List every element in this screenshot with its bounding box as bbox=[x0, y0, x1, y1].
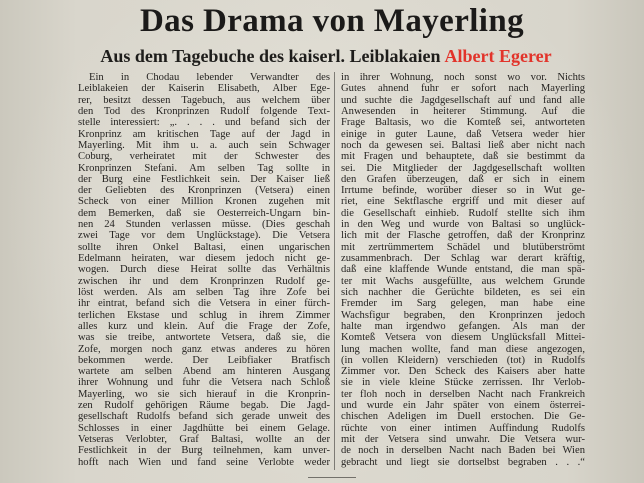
text-line: mit der Vetsera sind unwahr. Die Vetsera wur- bbox=[341, 434, 585, 445]
text-line: der Geliebten des Kronprinzen (Vetsera) einen bbox=[78, 185, 330, 197]
text-line: löst werden. Als am selben Tag ihre Zofe bei bbox=[78, 286, 330, 298]
text-line: die Gesellschaft einhieb. Rudolf stellte sich ihm bbox=[341, 207, 585, 219]
text-line: (in vollen Kleidern) verschieden (tot) in Rudolfs bbox=[341, 354, 585, 366]
bottom-rule bbox=[308, 477, 356, 478]
text-line: Anwesenden in heiterer Stimmung. Auf die bbox=[341, 105, 585, 117]
text-line: zwei Tage vor dem Unglückstage). Die Vetsera bbox=[78, 230, 330, 242]
text-line: noch da gewesen sei. Baltasi ließ aber nicht nach bbox=[341, 139, 585, 151]
text-line: Irrtume befinde, worüber dieser so in Wut ge- bbox=[341, 185, 585, 197]
article-subtitle bbox=[8, 44, 644, 68]
text-line: riet, eine Sektflasche ergriff und mit dieser auf bbox=[341, 196, 585, 208]
text-line: sich nachher die Gerüchte bildeten, es sei ein bbox=[341, 286, 585, 298]
text-line: de noch in derselben Nacht nach Baden bei Wien bbox=[341, 445, 585, 457]
subtitle-text: Aus dem Tagebuche des kaiserl. Leiblakaien bbox=[100, 46, 441, 66]
text-line: rüchte von einer intimen Auffindung Rudolfs bbox=[341, 422, 585, 434]
text-line: ter floh noch in derselben Nacht nach Frankreich bbox=[341, 388, 585, 400]
text-line: den Grafen überzeugen, daß er sich in einem bbox=[341, 173, 585, 185]
text-line: ter mit Wachs ausgefüllte, aus welchem Grunde bbox=[341, 275, 585, 287]
text-line: der Burg eine Festlichkeit sein. Der Kaiser ließ bbox=[78, 173, 330, 185]
text-line: Festlichkeit in der Burg teilnehmen, kam unver- bbox=[78, 445, 330, 457]
text-line: Frage Baltasis, wo die Komteß sei, antworteten bbox=[341, 117, 585, 129]
text-line: mit zertrümmertem Schädel und blutüberströmt bbox=[341, 241, 585, 253]
text-line: Ein in Chodau lebender Verwandter des bbox=[89, 72, 330, 83]
text-line: nen 24 Stunden verlassen müsse. (Dies geschah bbox=[78, 219, 330, 231]
text-line: in ihrer Wohnung, noch sonst wo vor. Nichts bbox=[341, 72, 585, 83]
text-line: gesellschaft Rudolfs befand sich gerade unweit des bbox=[78, 411, 330, 423]
text-line: sollte ihren Onkel Baltasi, einen ungarischen bbox=[78, 241, 330, 253]
text-line: und suchte die Jagdgesellschaft auf und fand alle bbox=[341, 94, 585, 106]
text-line: stelle interessiert: „. . . . und befand sich der bbox=[78, 117, 330, 129]
article-title: Das Drama von Mayerling bbox=[139, 3, 525, 39]
text-line: ihr eintrat, befand sich die Vetsera in einer fürch- bbox=[78, 298, 330, 310]
text-line: Coburg, verheiratet mit der Schwester des bbox=[78, 151, 330, 163]
text-line: einige in guter Laune, daß Vetsera weder hier bbox=[341, 128, 585, 140]
text-column-right bbox=[341, 72, 585, 468]
text-line: und wurde ein Jahr später von einem österrei- bbox=[341, 400, 585, 412]
text-line: Leiblakeien der Kaiserin Elisabeth, Alber Ege- bbox=[78, 83, 330, 95]
text-line: bekommen werde. Der Leibfiaker Bratfisch bbox=[78, 354, 330, 366]
text-line: zen Rudolf gehörigen Räume begab. Die Jagd- bbox=[78, 400, 330, 412]
text-line: Fremder im Sarg gelegen, man habe eine bbox=[341, 298, 585, 310]
text-line: sie in viele kleine Stücke zerrissen. Ihr Verlob- bbox=[341, 377, 585, 389]
text-line: dem Bemerken, daß sie Oesterreich-Ungarn bin- bbox=[78, 207, 330, 219]
text-line: Zimmer vor. Den Scheck des Kaisers aber hatte bbox=[341, 366, 585, 378]
text-line: in den Weg und wurde von Baltasi so unglück- bbox=[341, 219, 585, 231]
text-line: ihrer Wohnung und fuhr die Vetsera nach Schloß bbox=[78, 377, 330, 389]
text-line: wogen. Durch diese Heirat sollte das Verhältnis bbox=[78, 264, 330, 276]
text-line: Edelmann heiraten, war diesem jedoch nicht ge- bbox=[78, 253, 330, 264]
text-line: Kronprinzen Stefani. Am selben Tag sollte in bbox=[78, 162, 330, 174]
text-line: zusammenbrach. Der Schlag war derart kräftig, bbox=[341, 253, 585, 264]
text-line: Zofe, morgen noch ganz etwas anderes zu hören bbox=[78, 343, 330, 355]
text-line: hofft nach Wien und fand seine Verlobte weder bbox=[78, 456, 330, 468]
text-line: was sie treibe, antwortete Vetsera, daß sie, die bbox=[78, 332, 330, 344]
author-name-highlight: Albert Egerer bbox=[444, 46, 552, 66]
text-line: Komteß Vetsera von diesem Unglücksfall Mittei- bbox=[341, 332, 585, 344]
text-line: Gutes ahnend fuhr er sofort nach Mayerling bbox=[341, 83, 585, 95]
text-line: terlichen Ekstase und schlug in ihrem Zimmer bbox=[78, 309, 330, 321]
text-line: gebracht und liegt sie dortselbst begraben . . .“ bbox=[341, 456, 585, 468]
text-line: Mayerling. Mit ihm u. a. auch sein Schwager bbox=[78, 139, 330, 151]
text-line: den Tod des Kronprinzen Rudolf folgende Text- bbox=[78, 105, 330, 117]
text-line: daß eine klaffende Wunde entstand, die man spä- bbox=[341, 264, 585, 276]
text-line: chischen Adeligen im Duell erstochen. Die Ge- bbox=[341, 411, 585, 423]
text-column-left bbox=[78, 72, 330, 468]
text-line: lung machen wollte, fand man diese angezogen, bbox=[341, 343, 585, 355]
text-line: mit Fragen und behauptete, daß sie bestimmt da bbox=[341, 151, 585, 163]
text-line: Wachsfigur begraben, den Kronprinzen jedoch bbox=[341, 309, 585, 321]
text-line: wartete am selben Abend am hinteren Ausgang bbox=[78, 366, 330, 378]
column-divider bbox=[334, 72, 335, 470]
text-line: sei. Die Mitglieder der Jagdgesellschaft wollten bbox=[341, 162, 585, 174]
text-line: Scheck von einer Million Kronen zugehen mit bbox=[78, 196, 330, 208]
text-line: lich mit der Flasche getroffen, daß der Kronprinz bbox=[341, 230, 585, 242]
text-line: zwischen ihr und dem Kronprinzen Rudolf ge- bbox=[78, 275, 330, 287]
text-line: alles kurz und klein. Auf die Frage der Zofe, bbox=[78, 320, 330, 332]
text-line: Mayerling, wo sie sich hierauf in die Kronprin- bbox=[78, 388, 330, 400]
text-line: Kronprinz am kritischen Tage auf der Jagd in bbox=[78, 128, 330, 140]
text-line: Schlosses in einer Jagdhütte bei einem Gelage. bbox=[78, 422, 330, 434]
text-line: rer, besitzt dessen Tagebuch, aus welchem über bbox=[78, 94, 330, 106]
text-line: Vetseras Verlobter, Graf Baltasi, wollte an der bbox=[78, 434, 330, 445]
text-line: halte man irgendwo gefangen. Als man der bbox=[341, 320, 585, 332]
